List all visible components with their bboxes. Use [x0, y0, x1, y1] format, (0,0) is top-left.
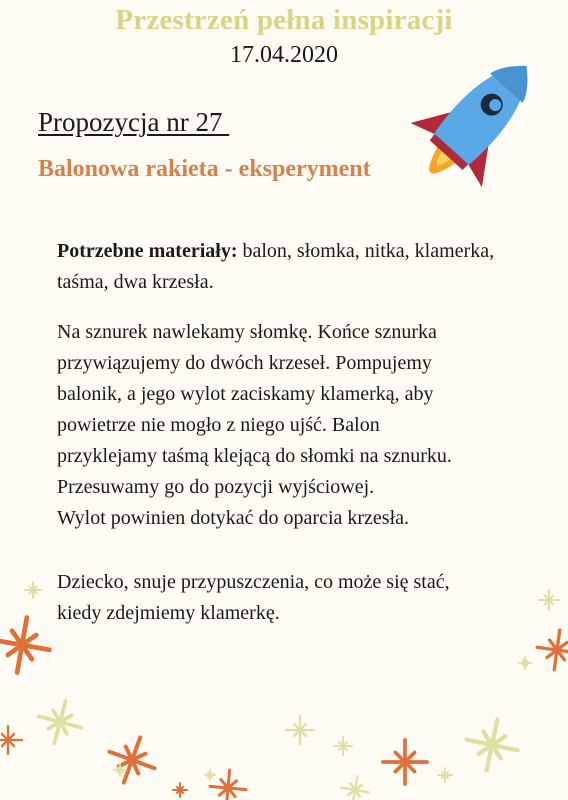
star-burst-icon: [173, 783, 187, 797]
rocket-fin-left: [411, 93, 457, 140]
rocket-fin-right: [463, 140, 509, 187]
star-burst-icon: [25, 582, 41, 598]
rocket-flame-core: [433, 151, 451, 169]
procedure-paragraph: [57, 317, 547, 534]
procedure-line: Przesuwamy go do pozycji wyjściowej.: [57, 476, 375, 498]
procedure-line: przywiązujemy do dwóch krzeseł. Pompujemy: [57, 352, 432, 374]
star-burst-icon: [438, 768, 452, 782]
star-burst-icon: [33, 695, 87, 749]
star-burst-icon: [383, 740, 427, 784]
star-burst-icon: [0, 726, 22, 754]
star-burst-icon: [286, 716, 314, 744]
header-date: 17.04.2020: [230, 42, 338, 68]
star-burst-icon: [0, 613, 54, 678]
star-burst-icon: [339, 774, 371, 800]
star-burst-icon: [101, 729, 163, 791]
star-burst-icon: [208, 768, 247, 800]
star-burst-icon: [114, 764, 126, 776]
rocket-flame: [422, 147, 456, 181]
observation-line: Dziecko, snuje przypuszczenia, co może się stać,: [57, 571, 450, 593]
star-burst-icon: [205, 770, 215, 780]
star-burst-icon: [334, 737, 352, 755]
star-burst-icon: [519, 657, 531, 669]
star-burst-icon: [534, 627, 568, 672]
star-burst-icon: [461, 714, 523, 776]
procedure-line: Na sznurek nawlekamy słomkę. Końce sznurka: [57, 321, 437, 343]
content: [57, 236, 547, 629]
header-title: Przestrzeń pełna inspiracji: [115, 4, 453, 36]
procedure-line: przyklejamy taśmą klejącą do słomki na sznurku.: [57, 445, 452, 467]
procedure-line: Wylot powinien dotykać do oparcia krzesła.: [57, 507, 410, 529]
materials-label: Potrzebne materiały:: [57, 240, 238, 262]
procedure-line: powietrze nie mogło z niego ujść. Balon: [57, 414, 380, 436]
proposal-subtitle: Balonowa rakieta - eksperyment: [38, 156, 371, 182]
procedure-line: balonik, a jego wylot zaciskamy klamerką, aby: [57, 383, 434, 405]
rocket-window-glint: [487, 97, 504, 114]
rocket-base: [430, 134, 468, 169]
observation-line: kiedy zdejmiemy klamerkę.: [57, 602, 280, 624]
rocket-window: [476, 89, 507, 120]
materials-paragraph: [57, 236, 547, 298]
observation-paragraph: [57, 567, 547, 629]
proposal-heading: Propozycja nr 27: [38, 107, 230, 137]
materials-items: balon, słomka, nitka, klamerka, taśma, dwa krzesła.: [57, 240, 495, 293]
